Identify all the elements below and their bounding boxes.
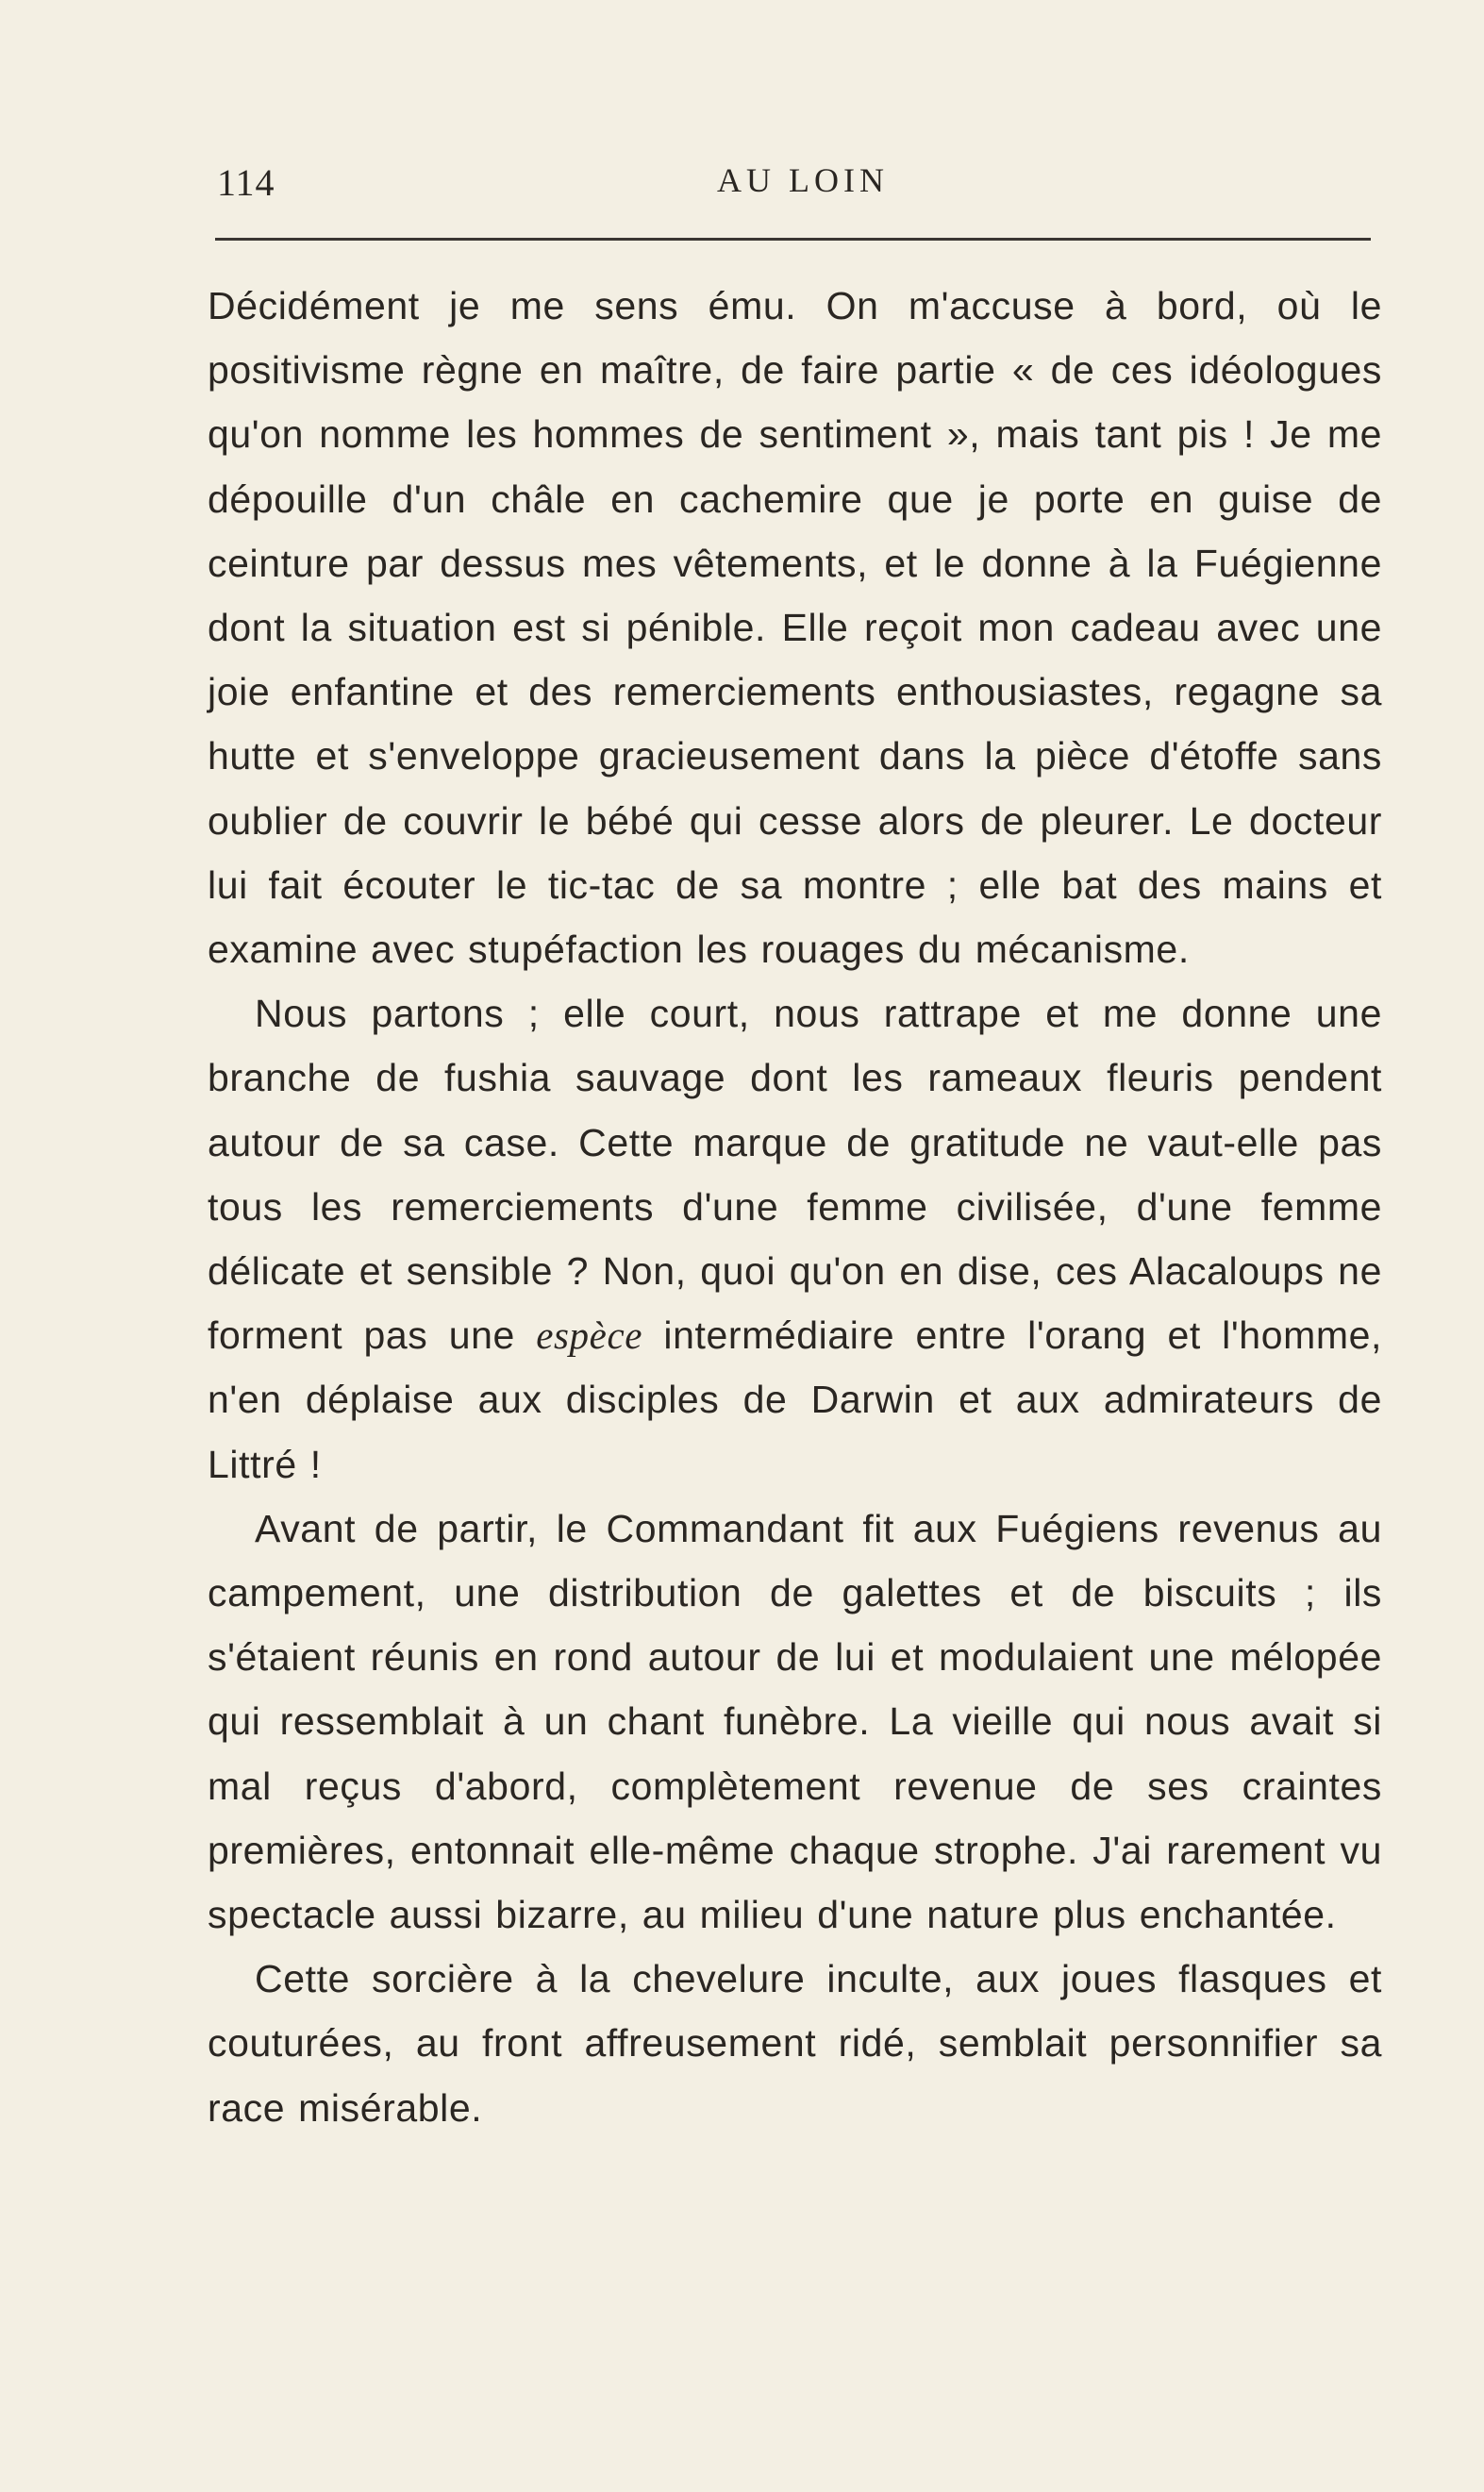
paragraph-2-text-start: Nous partons ; elle court, nous rattrape et me donne une branche de fushia sauvage dont les rameaux fleuris pendent autour de sa case. Cette marque de gratitude ne vaut-elle pas tous les remerciements d'une femme civilisée, d'une femme délicate et sensible ? Non, quoi qu'on en dise, ces Alacaloups ne forment pas une — [208, 992, 1382, 1358]
paragraph-4: Cette sorcière à la chevelure inculte, aux joues flasques et couturées, au front affreusement ridé, semblait personnifier sa race misérable. — [208, 1957, 1382, 2130]
paragraph-2 — [208, 981, 1382, 1497]
paragraph-2-text-end: intermédiaire entre l'orang et l'homme, n'en déplaise aux disciples de Darwin et aux admirateurs de Littré ! — [208, 1313, 1383, 1486]
header-rule — [215, 238, 1371, 241]
paragraph-3: Avant de partir, le Commandant fit aux Fuégiens revenus au campement, une distribution de galettes et de biscuits ; ils s'étaient réunis en rond autour de lui et modulaient une mélopée qui ressemblait à un chant funèbre. La vieille qui nous avait si mal reçus d'abord, complètement revenue de ses craintes premières, entonnait elle-même chaque strophe. J'ai rarement vu spectacle aussi bizarre, au milieu d'une nature plus enchantée. — [208, 1506, 1382, 1937]
page-header — [0, 0, 1484, 255]
running-title: AU LOIN — [717, 161, 889, 199]
paragraph-2-italic-word: espèce — [536, 1313, 643, 1358]
text-body — [208, 274, 1382, 2140]
page-number: 114 — [217, 161, 275, 204]
paragraph-1: Décidément je me sens ému. On m'accuse à bord, où le positivisme règne en maître, de faire partie « de ces idéologues qu'on nomme les hommes de sentiment », mais tant pis ! Je me dépouille d'un châle en cachemire que je porte en guise de ceinture par dessus mes vêtements, et le donne à la Fuégienne dont la situation est si pénible. Elle reçoit mon cadeau avec une joie enfantine et des remerciements enthousiastes, regagne sa hutte et s'enveloppe gracieusement dans la pièce d'étoffe sans oublier de couvrir le bébé qui cesse alors de pleurer. Le docteur lui fait écouter le tic-tac de sa montre ; elle bat des mains et examine avec stupéfaction les rouages du mécanisme. — [208, 284, 1382, 972]
